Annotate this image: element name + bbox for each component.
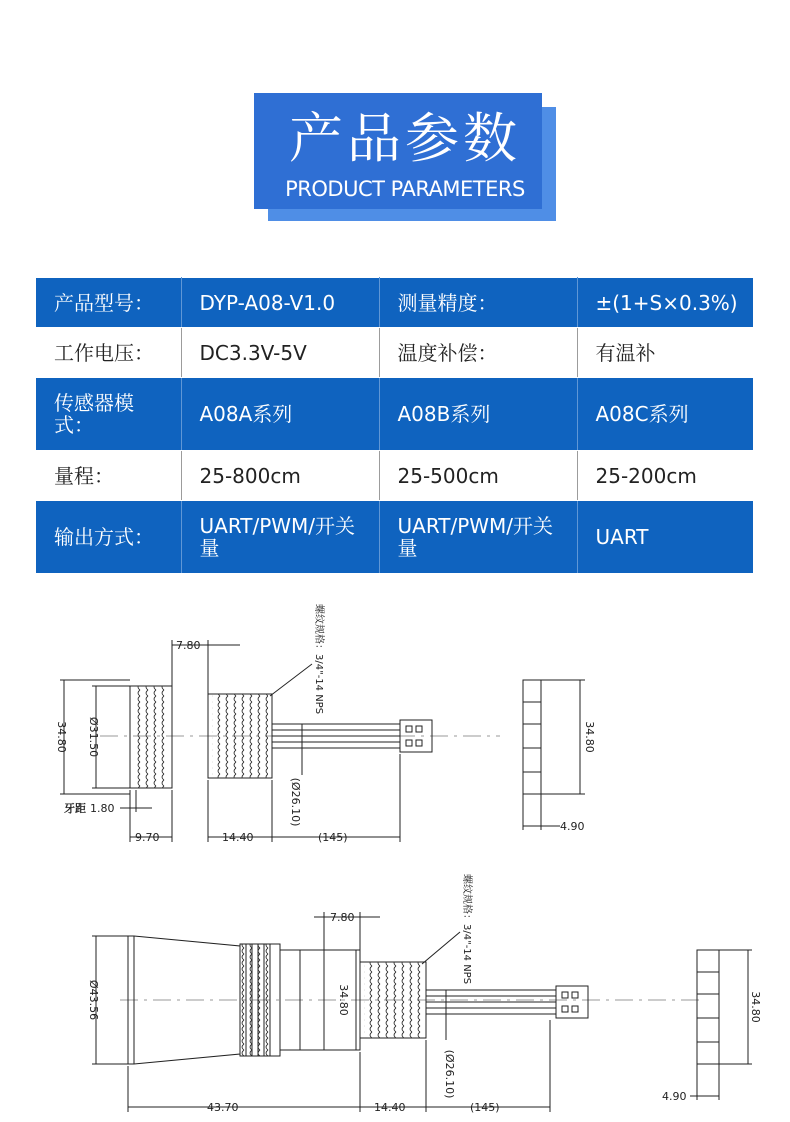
dim-label: 34.80 [749,991,762,1023]
dim-label: (145) [318,831,348,844]
dim-label: 14.40 [222,831,254,844]
dim-label: 34.80 [583,721,596,753]
table-cell: UART/PWM/开关量 [181,501,379,574]
table-cell: 输出方式： [36,501,181,574]
side-view [697,950,719,1064]
dim-label: (145) [470,1101,500,1114]
dim-label: 9.70 [135,831,160,844]
table-cell: DC3.3V-5V [181,328,379,378]
dim-label: Ø31.50 [87,716,100,758]
thread-note: 螺纹规格：3/4"-14 NPS [313,604,324,715]
table-cell: UART/PWM/开关量 [379,501,577,574]
dim-label: 14.40 [374,1101,406,1114]
dim-label: 7.80 [330,911,355,924]
table-cell: 传感器模式： [36,378,181,451]
thread-note: 螺纹规格：3/4"-14 NPS [461,874,472,985]
dim-label: Ø43.56 [87,979,100,1021]
table-cell: 25-200cm [577,451,753,501]
title-chinese: 产品参数 [289,107,521,170]
dim-label: (Ø26.10) [443,1049,456,1099]
dim-label: 34.80 [55,721,68,753]
dim-label: 1.80 [90,802,115,815]
table-cell: 量程： [36,451,181,501]
table-cell: 25-500cm [379,451,577,501]
drawing-2-labels [87,874,762,1114]
dim-label: 7.80 [176,639,201,652]
table-cell: 产品型号： [36,278,181,328]
table-cell: 25-800cm [181,451,379,501]
table-cell: A08C系列 [577,378,753,451]
table-cell: DYP-A08-V1.0 [181,278,379,328]
table-cell: 温度补偿： [379,328,577,378]
table-cell: 有温补 [577,328,753,378]
dim-label: 43.70 [207,1101,239,1114]
dim-label: 4.90 [560,820,585,833]
table-cell: A08A系列 [181,378,379,451]
table-cell: 工作电压： [36,328,181,378]
dim-label: 34.80 [337,984,350,1016]
table-cell: UART [577,501,753,574]
side-view [523,680,541,794]
table-cell: 测量精度： [379,278,577,328]
dim-label: 牙距 [64,802,86,815]
dim-label: (Ø26.10) [289,777,302,827]
title-english: PRODUCT PARAMETERS [285,177,525,201]
table-cell: ±(1+S×0.3%) [577,278,753,328]
drawing-2 [92,912,752,1112]
dim-label: 4.90 [662,1090,687,1103]
table-cell: A08B系列 [379,378,577,451]
connector [556,986,588,1018]
